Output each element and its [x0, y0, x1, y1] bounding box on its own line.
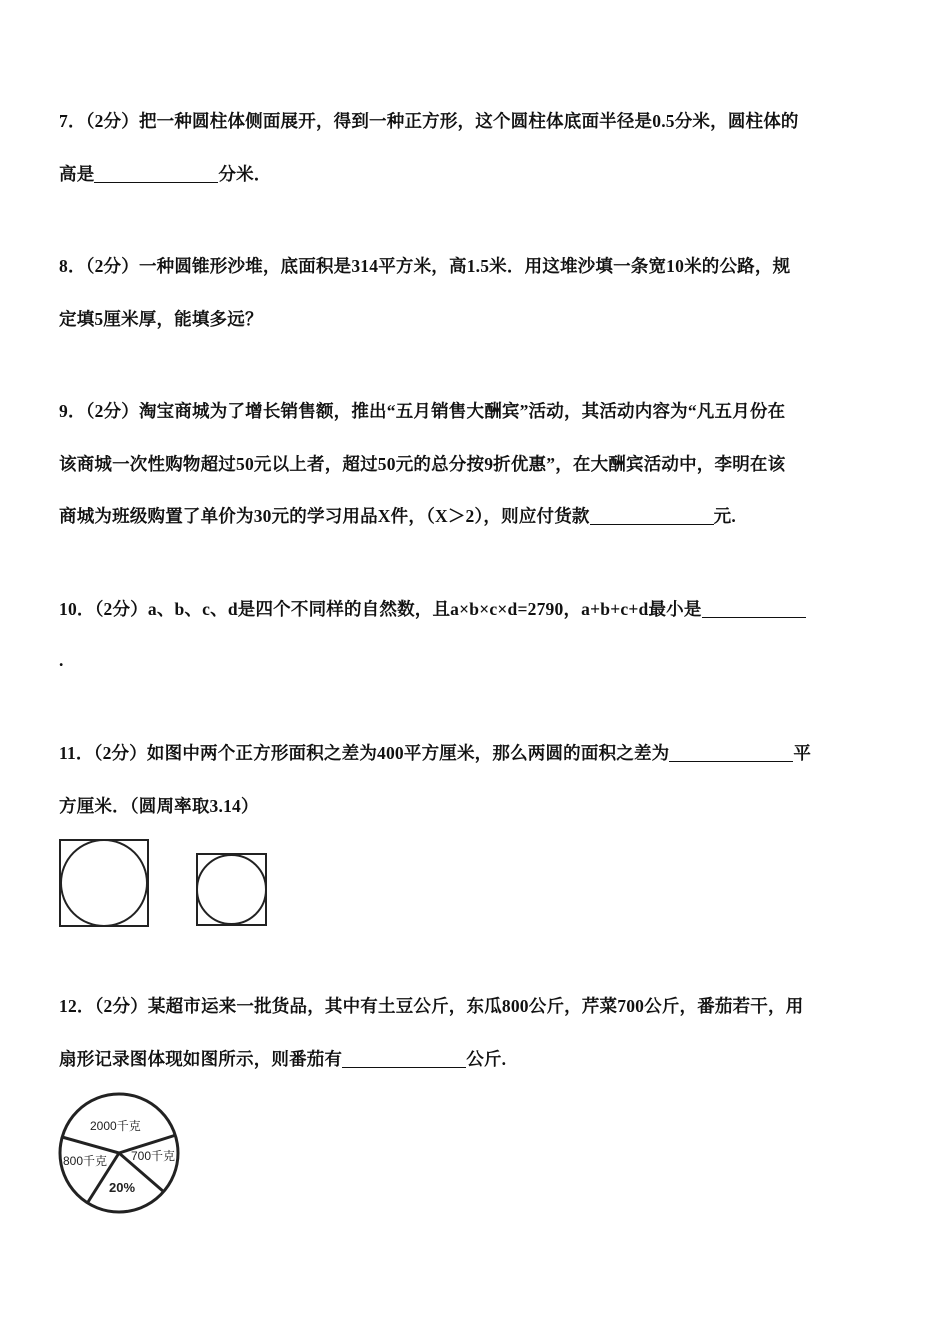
answer-blank-9[interactable]: [590, 508, 714, 525]
small-circle: [197, 855, 266, 924]
answer-blank-7[interactable]: [94, 166, 218, 183]
question-8-line-2: 定填5厘米厚，能填多远？: [59, 309, 263, 329]
question-10-line-1: [59, 596, 806, 621]
question-9-unit: 元.: [713, 506, 736, 526]
pie-label-700: 700千克: [131, 1149, 176, 1163]
question-9-text: 商城为班级购置了单价为30元的学习用品X件，（X＞2），则应付货款: [59, 506, 590, 526]
pie-figure: [56, 1090, 184, 1218]
pie-label-800: 800千克: [63, 1154, 108, 1168]
large-circle: [61, 840, 147, 926]
question-12-line-1: 12．（2分）某超市运来一批货品，其中有土豆公斤，东瓜800公斤，芹菜700公斤，番茄若干，用: [59, 996, 804, 1016]
question-9-line-3: [59, 503, 736, 528]
answer-blank-12[interactable]: [342, 1051, 466, 1068]
question-12-line-2: [59, 1046, 506, 1071]
pie-label-20-percent: 20%: [109, 1180, 136, 1195]
question-7-unit: 分米．: [218, 164, 272, 184]
question-12-unit: 公斤.: [466, 1049, 507, 1069]
question-7-text: 高是: [59, 164, 95, 184]
question-9-line-1: 9．（2分）淘宝商城为了增长销售额，推出“五月销售大酬宾”活动，其活动内容为“凡五月份在: [59, 401, 786, 421]
question-11-line-1: [59, 740, 811, 765]
question-9-line-2: 该商城一次性购物超过50元以上者，超过50元的总分按9折优惠”，在大酬宾活动中，李明在该: [59, 454, 786, 474]
question-10-line-2: .: [59, 650, 64, 670]
question-11-text: 11．（2分）如图中两个正方形面积之差为400平方厘米，那么两圆的面积之差为: [59, 743, 670, 763]
question-10-text: 10．（2分）a、b、c、d是四个不同样的自然数，且a×b×c×d=2790，a+b+c+d最小是: [59, 599, 702, 619]
question-7-line-2: [59, 161, 272, 186]
question-11-unit: 平: [793, 743, 812, 763]
question-11-line-2: 方厘米．（圆周率取3.14）: [59, 796, 259, 816]
squares-circles-figure: [58, 838, 272, 930]
question-8-line-1: 8．（2分）一种圆锥形沙堆，底面积是314平方米，高1.5米．用这堆沙填一条宽10米的公路，规: [59, 256, 791, 276]
answer-blank-11[interactable]: [669, 745, 793, 762]
pie-label-2000: 2000千克: [90, 1119, 141, 1133]
pie-divider-left: [62, 1137, 119, 1153]
question-7-line-1: 7．（2分）把一种圆柱体侧面展开，得到一种正方形，这个圆柱体底面半径是0.5分米，圆柱体的: [59, 111, 799, 131]
answer-blank-10[interactable]: [702, 601, 806, 618]
question-12-text: 扇形记录图体现如图所示，则番茄有: [59, 1049, 343, 1069]
